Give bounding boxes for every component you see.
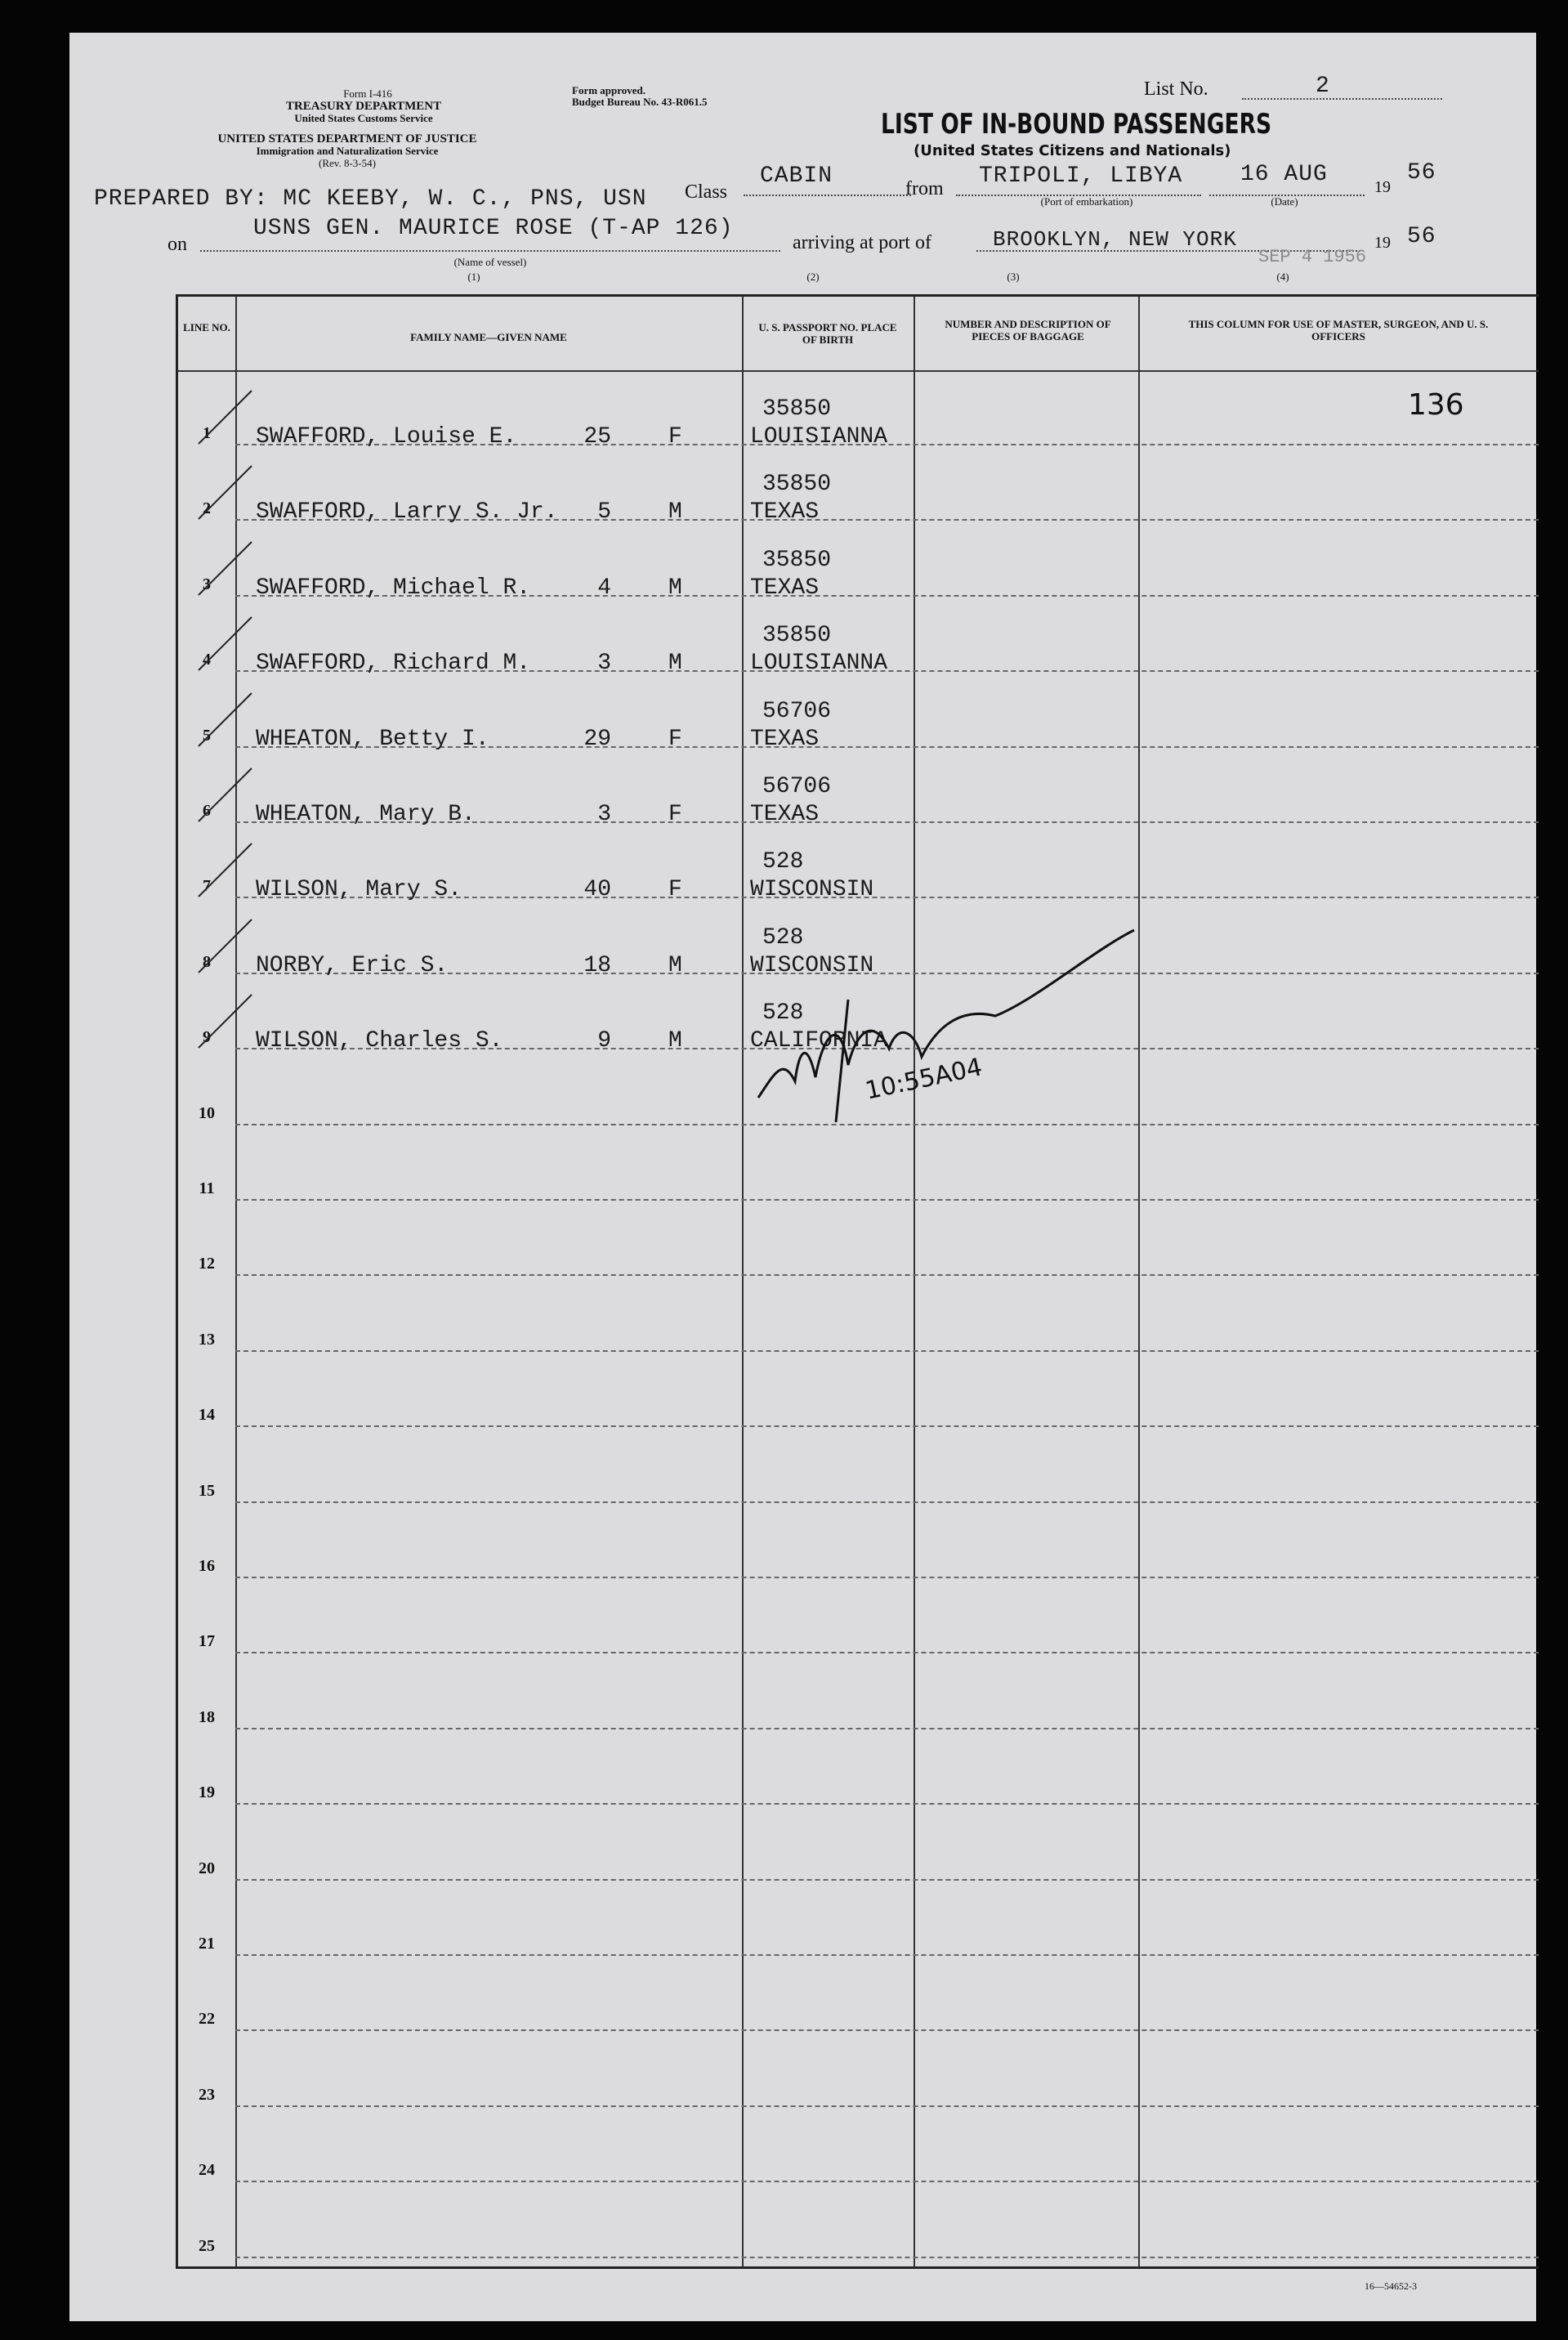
check-mark	[194, 689, 260, 754]
passenger-sex: F	[668, 424, 682, 450]
place-of-birth: LOUISIANNA	[750, 424, 888, 450]
year-value: 56	[1407, 160, 1436, 186]
passport-number: 35850	[762, 396, 832, 422]
row-rule	[235, 1577, 1539, 1578]
row-rule	[235, 1274, 1539, 1276]
passenger-name: SWAFFORD, Larry S. Jr.	[256, 499, 558, 526]
row-rule	[235, 1501, 1539, 1503]
passenger-sex: F	[668, 802, 682, 827]
line-number: 1	[203, 424, 211, 442]
handwritten-signature	[750, 934, 1175, 1147]
vessel-name: USNS GEN. MAURICE ROSE (T-AP 126)	[253, 216, 734, 241]
row-rule	[235, 1425, 1539, 1427]
budget-bureau: Budget Bureau No. 43-R061.5	[572, 96, 708, 108]
line-number: 11	[199, 1179, 215, 1197]
passenger-age: 18	[583, 952, 611, 978]
header-passport: U. S. PASSPORT NO. PLACE OF BIRTH	[758, 321, 897, 346]
passenger-age: 4	[597, 575, 611, 601]
passport-number: 56706	[762, 698, 832, 724]
row-rule	[235, 1652, 1539, 1653]
form-approved: Form approved.	[572, 84, 646, 96]
passport-number: 528	[762, 924, 804, 951]
ins-label: Immigration and Naturalization Service	[256, 145, 439, 157]
passenger-name: SWAFFORD, Richard M.	[256, 651, 531, 677]
check-mark	[194, 613, 260, 678]
passport-number: 528	[762, 1000, 804, 1027]
voyage-date: 16 AUG	[1240, 162, 1328, 187]
header-name: FAMILY NAME—GIVEN NAME	[410, 331, 567, 343]
line-number: 6	[203, 802, 211, 820]
year-prefix: 19	[1374, 178, 1391, 196]
line-number: 4	[203, 651, 211, 669]
col-divider	[914, 297, 915, 2266]
passenger-sex: M	[668, 651, 682, 677]
place-of-birth: CALIFORNIA	[750, 1028, 888, 1054]
row-rule	[235, 1350, 1539, 1352]
port-embarkation-caption: (Port of embarkation)	[1040, 195, 1133, 208]
passport-number: 35850	[762, 472, 832, 498]
line-number: 23	[199, 2085, 215, 2104]
port-embarkation: TRIPOLI, LIBYA	[979, 163, 1183, 189]
header-baggage: NUMBER AND DESCRIPTION OF PIECES OF BAGGAGE	[945, 318, 1111, 342]
line-number: 25	[199, 2236, 215, 2255]
passenger-age: 9	[597, 1028, 611, 1054]
place-of-birth: TEXAS	[750, 726, 820, 752]
from-label: from	[905, 178, 944, 199]
passenger-name: SWAFFORD, Louise E.	[256, 424, 517, 450]
passenger-age: 5	[597, 499, 611, 526]
header-officers: THIS COLUMN FOR USE OF MASTER, SURGEON, AND U. S. OFFICERS	[1188, 318, 1489, 342]
arrival-year-value: 56	[1407, 224, 1436, 249]
arrival-port: BROOKLYN, NEW YORK	[993, 227, 1237, 252]
passenger-age: 3	[597, 651, 611, 677]
page-title: LIST OF IN-BOUND PASSENGERS	[881, 108, 1272, 141]
header-line-no: LINE NO.	[183, 321, 230, 333]
passenger-name: WHEATON, Mary B.	[256, 802, 476, 827]
col-divider	[1138, 297, 1140, 2266]
line-number: 13	[199, 1330, 215, 1349]
col-number-1: (1)	[467, 271, 480, 283]
line-number: 24	[199, 2161, 215, 2180]
treasury-label: TREASURY DEPARTMENT	[285, 100, 442, 113]
line-number: 14	[199, 1406, 215, 1425]
line-number: 17	[199, 1632, 215, 1651]
line-number: 22	[199, 2010, 215, 2029]
signature-time-note: 10:55A04	[862, 1053, 985, 1106]
passport-number: 35850	[762, 547, 832, 573]
list-no-line	[1242, 98, 1442, 100]
check-mark	[194, 387, 260, 452]
check-mark	[194, 991, 260, 1056]
date-caption: (Date)	[1271, 195, 1298, 208]
print-code: 16—54652-3	[1365, 2280, 1417, 2292]
passenger-sex: F	[668, 726, 682, 752]
class-value: CABIN	[760, 163, 833, 189]
row-rule	[235, 1954, 1539, 1956]
col-number-4: (4)	[1276, 271, 1289, 283]
passenger-age: 25	[583, 424, 611, 450]
col-divider	[742, 297, 744, 2266]
line-number: 5	[203, 726, 211, 745]
row-rule	[235, 1879, 1539, 1881]
passenger-table	[176, 294, 1539, 2269]
vessel-caption: (Name of vessel)	[453, 256, 527, 268]
prepared-by: PREPARED BY: MC KEEBY, W. C., PNS, USN	[94, 186, 647, 212]
passport-number: 56706	[762, 774, 832, 799]
check-mark	[194, 764, 260, 830]
passenger-name: WHEATON, Betty I.	[256, 726, 489, 752]
line-number: 18	[199, 1707, 215, 1726]
place-of-birth: WISCONSIN	[750, 877, 874, 903]
passenger-age: 29	[583, 726, 611, 752]
passenger-age: 3	[597, 802, 611, 827]
form-number: Form I-416	[343, 87, 392, 100]
header-rule	[178, 370, 1539, 372]
line-number: 9	[203, 1028, 211, 1047]
row-rule	[235, 1728, 1539, 1729]
on-label: on	[168, 234, 187, 255]
customs-label: United States Customs Service	[294, 112, 433, 124]
arrival-stamp: SEP 4 1956	[1258, 247, 1367, 267]
line-number: 12	[199, 1255, 215, 1273]
passport-number: 35850	[762, 623, 832, 649]
row-rule	[235, 1199, 1539, 1201]
row-rule	[235, 2029, 1539, 2031]
passenger-sex: M	[668, 499, 682, 526]
check-mark	[194, 915, 260, 981]
line-number: 3	[203, 575, 211, 593]
check-mark	[194, 839, 260, 905]
class-line	[744, 195, 911, 196]
page-subtitle: (United States Citizens and Nationals)	[914, 142, 1231, 159]
vessel-line	[200, 250, 780, 252]
check-mark	[194, 462, 260, 527]
passenger-sex: M	[668, 1028, 682, 1054]
line-number: 21	[199, 1935, 215, 1953]
row-rule	[235, 2257, 1539, 2258]
line-number: 15	[199, 1481, 215, 1500]
passenger-name: NORBY, Eric S.	[256, 952, 449, 978]
revision-label: (Rev. 8-3-54)	[319, 157, 376, 169]
arrival-year-prefix: 19	[1374, 234, 1391, 252]
line-number: 2	[203, 499, 211, 518]
passenger-name: WILSON, Charles S.	[256, 1028, 503, 1054]
list-no-label: List No.	[1144, 78, 1208, 100]
place-of-birth: TEXAS	[750, 802, 820, 827]
col-number-3: (3)	[1007, 271, 1020, 283]
passenger-age: 40	[583, 877, 611, 903]
line-number: 10	[199, 1103, 215, 1122]
line-number: 8	[203, 952, 211, 971]
justice-label: UNITED STATES DEPARTMENT OF JUSTICE	[217, 132, 477, 145]
list-no-value: 2	[1316, 74, 1330, 99]
arriving-label: arriving at port of	[793, 232, 931, 253]
passenger-name: SWAFFORD, Michael R.	[256, 575, 531, 601]
line-number: 19	[199, 1783, 215, 1802]
passport-number: 528	[762, 849, 804, 875]
row-rule	[235, 2181, 1539, 2182]
row-rule	[235, 1803, 1539, 1805]
place-of-birth: TEXAS	[750, 499, 820, 526]
officer-annotation: 136	[1408, 388, 1464, 422]
line-number: 16	[199, 1557, 215, 1575]
passenger-sex: F	[668, 877, 682, 903]
place-of-birth: TEXAS	[750, 575, 820, 601]
passenger-sex: M	[668, 952, 682, 978]
passenger-name: WILSON, Mary S.	[256, 877, 462, 903]
line-number: 20	[199, 1859, 215, 1877]
row-rule	[235, 2105, 1539, 2107]
col-number-2: (2)	[806, 271, 820, 283]
place-of-birth: LOUISIANNA	[750, 651, 888, 677]
passenger-sex: M	[668, 575, 682, 601]
check-mark	[194, 538, 260, 603]
place-of-birth: WISCONSIN	[750, 952, 874, 978]
class-label: Class	[685, 181, 728, 203]
line-number: 7	[203, 877, 211, 896]
